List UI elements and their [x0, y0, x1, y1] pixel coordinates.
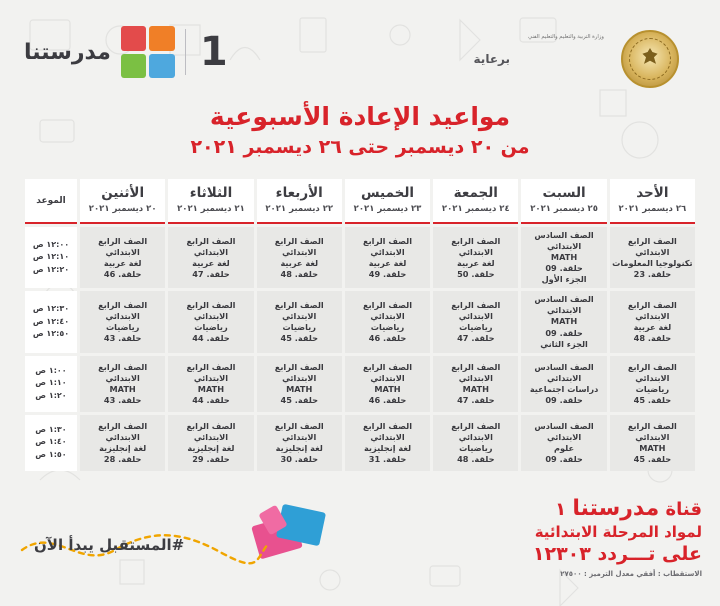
cell-episode: حلقة. 47: [457, 333, 495, 344]
schedule-cell: [610, 415, 695, 471]
cell-grade: الصف الرابع الابتدائي: [363, 420, 413, 442]
schedule-cell: [610, 356, 695, 412]
cell-episode: حلقة. 29: [192, 453, 230, 464]
hashtag-label: #المستقبل يبدأ الآن: [34, 536, 185, 554]
cell-episode: حلقة. 43: [103, 394, 142, 405]
brand-divider: [185, 29, 186, 75]
day-header: [610, 179, 695, 224]
cell-grade: الصف الرابع الابتدائي: [274, 361, 324, 383]
day-header: [257, 179, 342, 224]
table-row: [25, 415, 695, 471]
cell-grade: الصف الرابع الابتدائي: [186, 361, 236, 383]
table-header-row: [25, 179, 695, 224]
schedule-cell: [521, 356, 606, 412]
day-header: [433, 179, 518, 224]
channel-frequency: على تـــردد ١٢٣٠٣: [532, 543, 702, 565]
channel-brand: [24, 26, 232, 78]
schedule-cell: [80, 227, 165, 288]
time-value: ١:٥٠ ص: [35, 449, 67, 459]
cell-episode: حلقة. 45: [633, 394, 672, 405]
cell-episode: حلقة. 46: [368, 333, 407, 344]
cell-subject: MATH: [639, 442, 666, 453]
cell-subject: MATH: [197, 383, 225, 394]
cell-episode: حلقة. 48: [633, 333, 672, 344]
table-row: [25, 227, 695, 288]
day-date: ٢٢ ديسمبر ٢٠٢١: [265, 204, 334, 214]
cell-subject: MATH: [462, 383, 489, 394]
day-date: ٢٣ ديسمبر ٢٠٢١: [353, 204, 422, 214]
schedule-cell: [345, 291, 430, 352]
time-value: ١:٠٠ ص: [35, 366, 67, 376]
schedule-cell: [345, 356, 430, 412]
cell-subject: لغة عربية: [280, 257, 319, 268]
schedule-cell: [521, 227, 606, 288]
cell-episode: حلقة. 50: [457, 268, 495, 279]
day-name: الأثنين: [101, 185, 145, 201]
cell-episode: حلقة. 09: [545, 327, 583, 338]
cell-grade: الصف الرابع الابتدائي: [627, 361, 677, 383]
schedule-cell: [257, 227, 342, 288]
cell-grade: الصف الرابع الابتدائي: [627, 299, 677, 321]
table-row: [25, 356, 695, 412]
cell-episode: حلقة. 45: [280, 394, 318, 405]
cell-subject: لغة عربية: [457, 257, 495, 268]
cell-subject: لغة عربية: [192, 257, 230, 268]
day-header: [345, 179, 430, 224]
time-value: ١:١٠ ص: [35, 378, 67, 388]
cell-episode: حلقة. 09: [545, 453, 583, 464]
cell-episode: حلقة. 46: [103, 268, 142, 279]
channel-line-2: لمواد المرحلة الابتدائية: [534, 523, 702, 541]
cell-subject: لغة إنجليزية: [275, 442, 323, 453]
cell-grade: الصف الرابع الابتدائي: [274, 299, 324, 321]
day-name: السبت: [542, 185, 586, 201]
cell-grade: الصف الرابع الابتدائي: [451, 420, 501, 442]
cell-subject: لغة عربية: [103, 257, 142, 268]
schedule-cell: [433, 415, 518, 471]
cell-episode: حلقة. 45: [280, 333, 318, 344]
cell-episode: حلقة. 44: [192, 333, 230, 344]
cell-subject: رياضيات: [635, 383, 670, 394]
schedule-cell: [257, 415, 342, 471]
cell-grade: الصف الرابع الابتدائي: [274, 420, 324, 442]
channel-name: مدرستنا: [24, 39, 111, 65]
schedule-cell: [521, 291, 606, 352]
cell-subject: رياضيات: [105, 321, 140, 332]
schedule-cell: [345, 415, 430, 471]
time-slot-cell: [25, 227, 77, 288]
channel-line-1: [533, 496, 702, 521]
cell-episode: حلقة. 48: [280, 268, 318, 279]
schedule-cell: [168, 356, 253, 412]
channel-technical-info: الاستقطاب : أفقي معدل الترميز : ٢٧٥٠٠: [560, 570, 702, 578]
time-value: ١:٣٠ ص: [35, 425, 67, 435]
schedule-cell: [168, 415, 253, 471]
schedule-cell: [80, 415, 165, 471]
cell-subject: علوم: [554, 442, 575, 453]
cell-episode: حلقة. 09: [545, 263, 583, 274]
cell-grade: الصف السادس الابتدائي: [534, 420, 594, 442]
channel-line-1-brand: مدرستنا: [572, 496, 660, 521]
poster-header: [0, 0, 720, 108]
time-value: ١٢:٢٠ ص: [32, 264, 70, 274]
cell-subject: لغة إنجليزية: [187, 442, 235, 453]
cell-subject: رياضيات: [282, 321, 316, 332]
time-value: ١:٢٠ ص: [35, 390, 67, 400]
cell-episode: حلقة. 47: [457, 394, 495, 405]
day-header: [80, 179, 165, 224]
cell-subject: MATH: [374, 383, 401, 394]
cell-subject: لغة عربية: [368, 257, 407, 268]
cell-grade: الصف الرابع الابتدائي: [186, 235, 236, 257]
schedule-cell: [345, 227, 430, 288]
cell-episode: حلقة. 44: [192, 394, 230, 405]
schedule-cell: [433, 356, 518, 412]
cell-subject: دراسات اجتماعية: [529, 383, 599, 394]
page-subtitle: من ٢٠ ديسمبر حتى ٢٦ ديسمبر ٢٠٢١: [190, 136, 530, 158]
schedule-cell: [80, 291, 165, 352]
cell-grade: الصف الرابع الابتدائي: [98, 420, 148, 442]
time-value: ١٢:٠٠ ص: [32, 240, 70, 250]
time-column-header: الموعد: [25, 179, 77, 224]
cell-grade: الصف الرابع الابتدائي: [274, 235, 324, 257]
channel-line-1-prefix: قناة: [659, 499, 702, 520]
cell-episode: حلقة. 09: [545, 394, 583, 405]
schedule-cell: [168, 291, 253, 352]
day-header: [168, 179, 253, 224]
schedule-cell: [610, 227, 695, 288]
schedule-cell: [521, 415, 606, 471]
cell-episode: حلقة. 28: [103, 453, 142, 464]
cell-subject: رياضيات: [459, 442, 493, 453]
cell-grade: الصف السادس الابتدائي: [534, 294, 594, 316]
cell-part: الجزء الأول: [541, 274, 587, 285]
cell-episode: حلقة. 46: [368, 394, 407, 405]
cell-subject: MATH: [550, 252, 578, 263]
schedule-table: [22, 176, 698, 474]
cell-grade: الصف الرابع الابتدائي: [451, 299, 501, 321]
day-header: [521, 179, 606, 224]
cell-grade: الصف الرابع الابتدائي: [451, 235, 501, 257]
poster-footer: [0, 488, 720, 606]
madrasatna-logo-icon: [121, 26, 175, 78]
cell-subject: رياضيات: [459, 321, 493, 332]
channel-line-1-suffix: ١: [555, 499, 573, 520]
day-date: ٢٦ ديسمبر ٢٠٢١: [618, 204, 687, 214]
day-name: الخميس: [360, 185, 415, 201]
cell-subject: MATH: [286, 383, 313, 394]
time-value: ١٢:٣٠ ص: [32, 304, 70, 314]
cell-subject: لغة عربية: [633, 321, 672, 332]
cell-subject: لغة إنجليزية: [363, 442, 412, 453]
cell-grade: الصف الرابع الابتدائي: [98, 361, 148, 383]
day-date: ٢٤ ديسمبر ٢٠٢١: [441, 204, 510, 214]
cell-episode: حلقة. 31: [368, 453, 407, 464]
day-name: الأربعاء: [275, 185, 323, 201]
schedule-cell: [433, 291, 518, 352]
cell-episode: حلقة. 47: [192, 268, 230, 279]
time-value: ١٢:٥٠ ص: [32, 329, 70, 339]
cell-grade: الصف الرابع الابتدائي: [363, 235, 413, 257]
channel-number: 1: [199, 29, 228, 75]
cell-episode: حلقة. 43: [103, 333, 142, 344]
schedule-cell: [433, 227, 518, 288]
day-date: ٢١ ديسمبر ٢٠٢١: [177, 204, 245, 214]
cell-subject: لغة إنجليزية: [99, 442, 147, 453]
cell-grade: الصف الرابع الابتدائي: [98, 235, 148, 257]
cell-subject: رياضيات: [194, 321, 228, 332]
channel-info: [533, 496, 702, 578]
schedule-cell: [80, 356, 165, 412]
cell-grade: الصف السادس الابتدائي: [534, 230, 594, 252]
table-body: [25, 227, 695, 471]
table-row: [25, 291, 695, 352]
day-name: الثلاثاء: [189, 185, 233, 201]
day-name: الجمعة: [453, 185, 498, 201]
cell-grade: الصف السادس الابتدائي: [534, 361, 594, 383]
day-name: الأحد: [636, 185, 669, 201]
day-date: ٢٠ ديسمبر ٢٠٢١: [88, 204, 157, 214]
cell-grade: الصف الرابع الابتدائي: [627, 235, 677, 257]
schedule-cell: [168, 227, 253, 288]
cell-part: الجزء الثاني: [540, 338, 588, 349]
time-slot-cell: [25, 291, 77, 352]
cell-grade: الصف الرابع الابتدائي: [363, 299, 413, 321]
day-date: ٢٥ ديسمبر ٢٠٢١: [530, 204, 598, 214]
cell-episode: حلقة. 48: [457, 453, 495, 464]
cell-grade: الصف الرابع الابتدائي: [186, 299, 236, 321]
cell-subject: MATH: [550, 316, 578, 327]
page-title: مواعيد الإعادة الأسبوعية: [209, 102, 511, 131]
schedule-cell: [610, 291, 695, 352]
time-slot-cell: [25, 356, 77, 412]
cell-grade: الصف الرابع الابتدائي: [98, 299, 148, 321]
time-value: ١٢:١٠ ص: [32, 252, 70, 262]
schedule-cell: [257, 356, 342, 412]
schedule-cell: [257, 291, 342, 352]
cell-subject: MATH: [109, 383, 136, 394]
cell-grade: الصف الرابع الابتدائي: [363, 361, 413, 383]
schedule-table-wrapper: [22, 176, 698, 474]
cell-episode: حلقة. 45: [633, 453, 672, 464]
cell-grade: الصف الرابع الابتدائي: [186, 420, 236, 442]
cell-episode: حلقة. 30: [280, 453, 318, 464]
cell-grade: الصف الرابع الابتدائي: [451, 361, 501, 383]
time-value: ١:٤٠ ص: [35, 437, 67, 447]
time-slot-cell: [25, 415, 77, 471]
cell-grade: الصف الرابع الابتدائي: [627, 420, 677, 442]
cell-episode: حلقة. 23: [633, 268, 672, 279]
ministry-seal-icon: [602, 28, 698, 90]
time-value: ١٢:٤٠ ص: [32, 316, 70, 326]
cell-episode: حلقة. 49: [368, 268, 407, 279]
cell-subject: رياضيات: [370, 321, 405, 332]
cell-subject: تكنولوجيا المعلومات: [612, 257, 693, 268]
ministry-name-label: وزارة التربية والتعليم والتعليم الفني: [528, 34, 604, 40]
patron-label: برعاية: [473, 52, 510, 66]
